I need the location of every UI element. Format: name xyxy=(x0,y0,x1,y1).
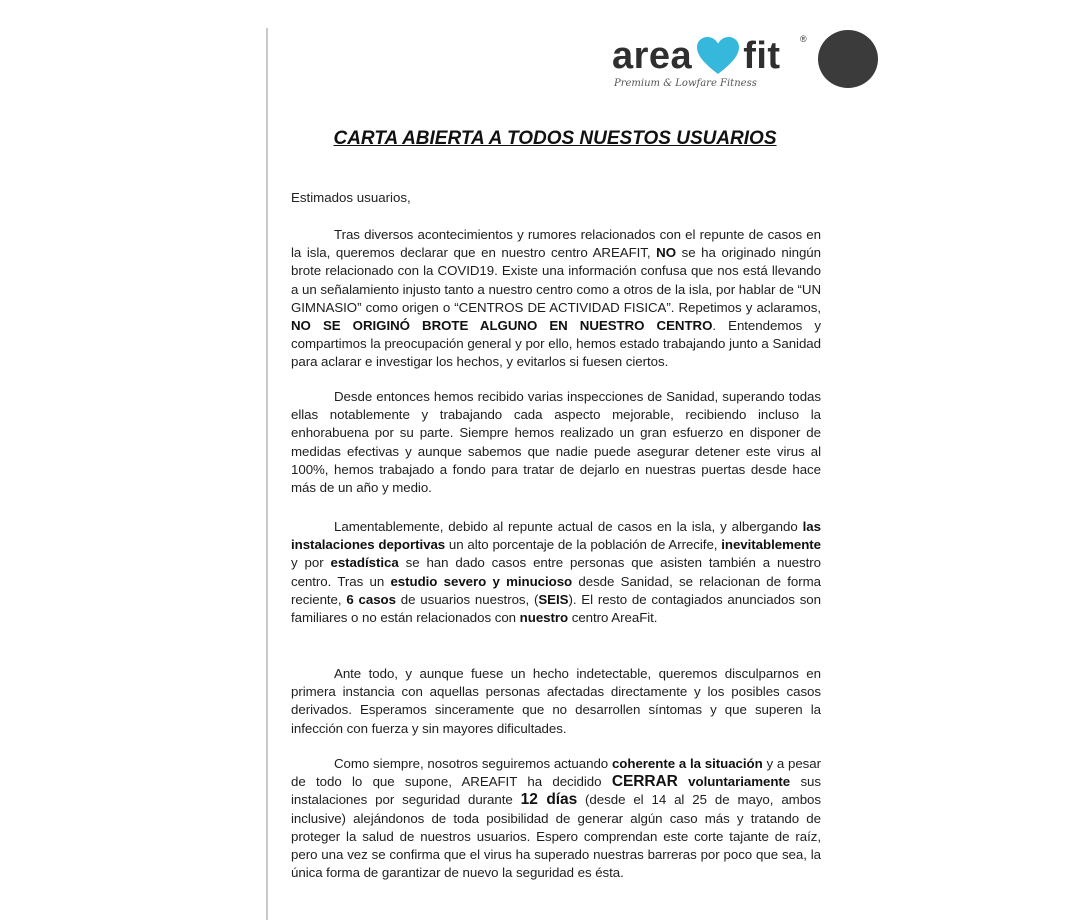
scan-edge-shadow xyxy=(818,30,878,88)
body-text: de usuarios nuestros, ( xyxy=(395,591,539,607)
body-text: Desde entonces hemos recibido varias inspecciones de Sanidad, superando todas ellas notablemente y trabajando cada aspecto mejorable, recibiendo incluso la enhorabuena por su parte. Siempre hemos realizado un gran esfuerzo en disponer de medidas efectivas y aunque sabemos que nadie puede asegurar detener este virus al 100%, hemos trabajado a fondo para tratar de dejarlo en nuestras puertas desde hace más de un año y medio. xyxy=(291,389,821,496)
body-text: Lamentablemente, debido al repunte actual de casos en la isla, y albergando xyxy=(334,519,803,534)
body-text: Ante todo, y aunque fuese un hecho indetectable, queremos disculparnos en primera instancia con aquellas personas afectadas directamente y los posibles casos derivados. Esperamos sinceramente que no desarrollen síntomas y que superen la infección con fuerza y sin mayores dificultades. xyxy=(291,666,821,736)
emphasis-text: inevitablemente xyxy=(721,537,821,553)
scan-margin-line xyxy=(266,28,268,920)
paragraph-4 xyxy=(291,665,821,738)
body-text: ). El resto de contagiados anunciados son familiares o no están relacionados con xyxy=(291,591,821,626)
letter-title: CARTA ABIERTA A TODOS NUESTOS USUARIOS xyxy=(333,128,777,149)
body-text: sus instalaciones por seguridad durante xyxy=(291,774,821,808)
emphasis-text: 12 días xyxy=(520,791,578,809)
logo-tagline: Premium & Lowfare Fitness xyxy=(614,78,757,89)
body-text xyxy=(678,774,688,789)
body-text: Como siempre, nosotros seguiremos actuando xyxy=(334,756,612,771)
emphasis-text: NO xyxy=(656,245,677,261)
areafit-logo xyxy=(612,34,812,94)
emphasis-text: SEIS xyxy=(538,591,569,607)
logo-word-fit: fit xyxy=(743,35,781,77)
body-text: (desde el 14 al 25 de mayo, ambos inclusive) alejándonos de toda posibilidad de generar algún caso más y tratando de proteger la salud de nuestros usuarios. Espero comprendan este corte tajante de raíz, pero una vez se confirma que el virus ha superado nuestras barreras por poco que sea, la única forma de garantizar de nuevo la seguridad es ésta. xyxy=(291,792,821,881)
paragraph-3 xyxy=(291,518,821,627)
body-text: y a pesar de todo lo que supone, AREAFIT ha decidido xyxy=(291,756,821,790)
emphasis-text: nuestro xyxy=(519,610,569,626)
body-text: desde Sanidad, se relacionan de forma reciente, xyxy=(291,573,821,607)
body-text: se han dado casos entre personas que asisten también a nuestro centro. Tras un xyxy=(291,555,821,589)
paragraph-5 xyxy=(291,755,821,882)
paragraph-2 xyxy=(291,388,821,497)
emphasis-text: coherente a la situación xyxy=(611,756,763,771)
body-text: y por xyxy=(291,555,331,571)
emphasis-text: estadística xyxy=(330,555,399,571)
emphasis-text: voluntariamente xyxy=(688,774,791,790)
logo-wordmark xyxy=(612,34,781,78)
emphasis-text: CERRAR xyxy=(611,773,678,791)
emphasis-text: las instalaciones deportivas xyxy=(291,519,821,553)
body-text: Tras diversos acontecimientos y rumores relacionados con el repunte de casos en la isla, queremos declarar que en nuestro centro AREAFIT, xyxy=(291,227,821,261)
body-text: se ha originado ningún brote relacionado con la COVID19. Existe una información confusa que nos está llevando a un señalamiento injusto tanto a nuestro centro como a otros de la isla, por hablar de “UN GIMNASIO” como origen o “CENTROS DE ACTIVIDAD FISICA”. Repetimos y aclaramos, xyxy=(291,245,821,315)
logo-word-area: area xyxy=(612,35,693,77)
body-text: . Entendemos y compartimos la preocupación general y por ello, hemos estado trabajando junto a Sanidad para aclarar e investigar los hechos, y evitarlos si fuesen ciertos. xyxy=(291,318,821,370)
body-text: un alto porcentaje de la población de Arrecife, xyxy=(445,537,722,553)
emphasis-text: NO SE ORIGINÓ BROTE ALGUNO EN NUESTRO CENTRO xyxy=(291,318,713,334)
body-text: centro AreaFit. xyxy=(568,610,658,626)
registered-mark: ® xyxy=(800,34,807,44)
emphasis-text: 6 casos xyxy=(346,591,396,607)
letter-greeting: Estimados usuarios, xyxy=(291,190,411,205)
paragraph-1 xyxy=(291,226,821,372)
emphasis-text: estudio severo y minucioso xyxy=(390,573,573,589)
heart-icon xyxy=(695,36,741,76)
